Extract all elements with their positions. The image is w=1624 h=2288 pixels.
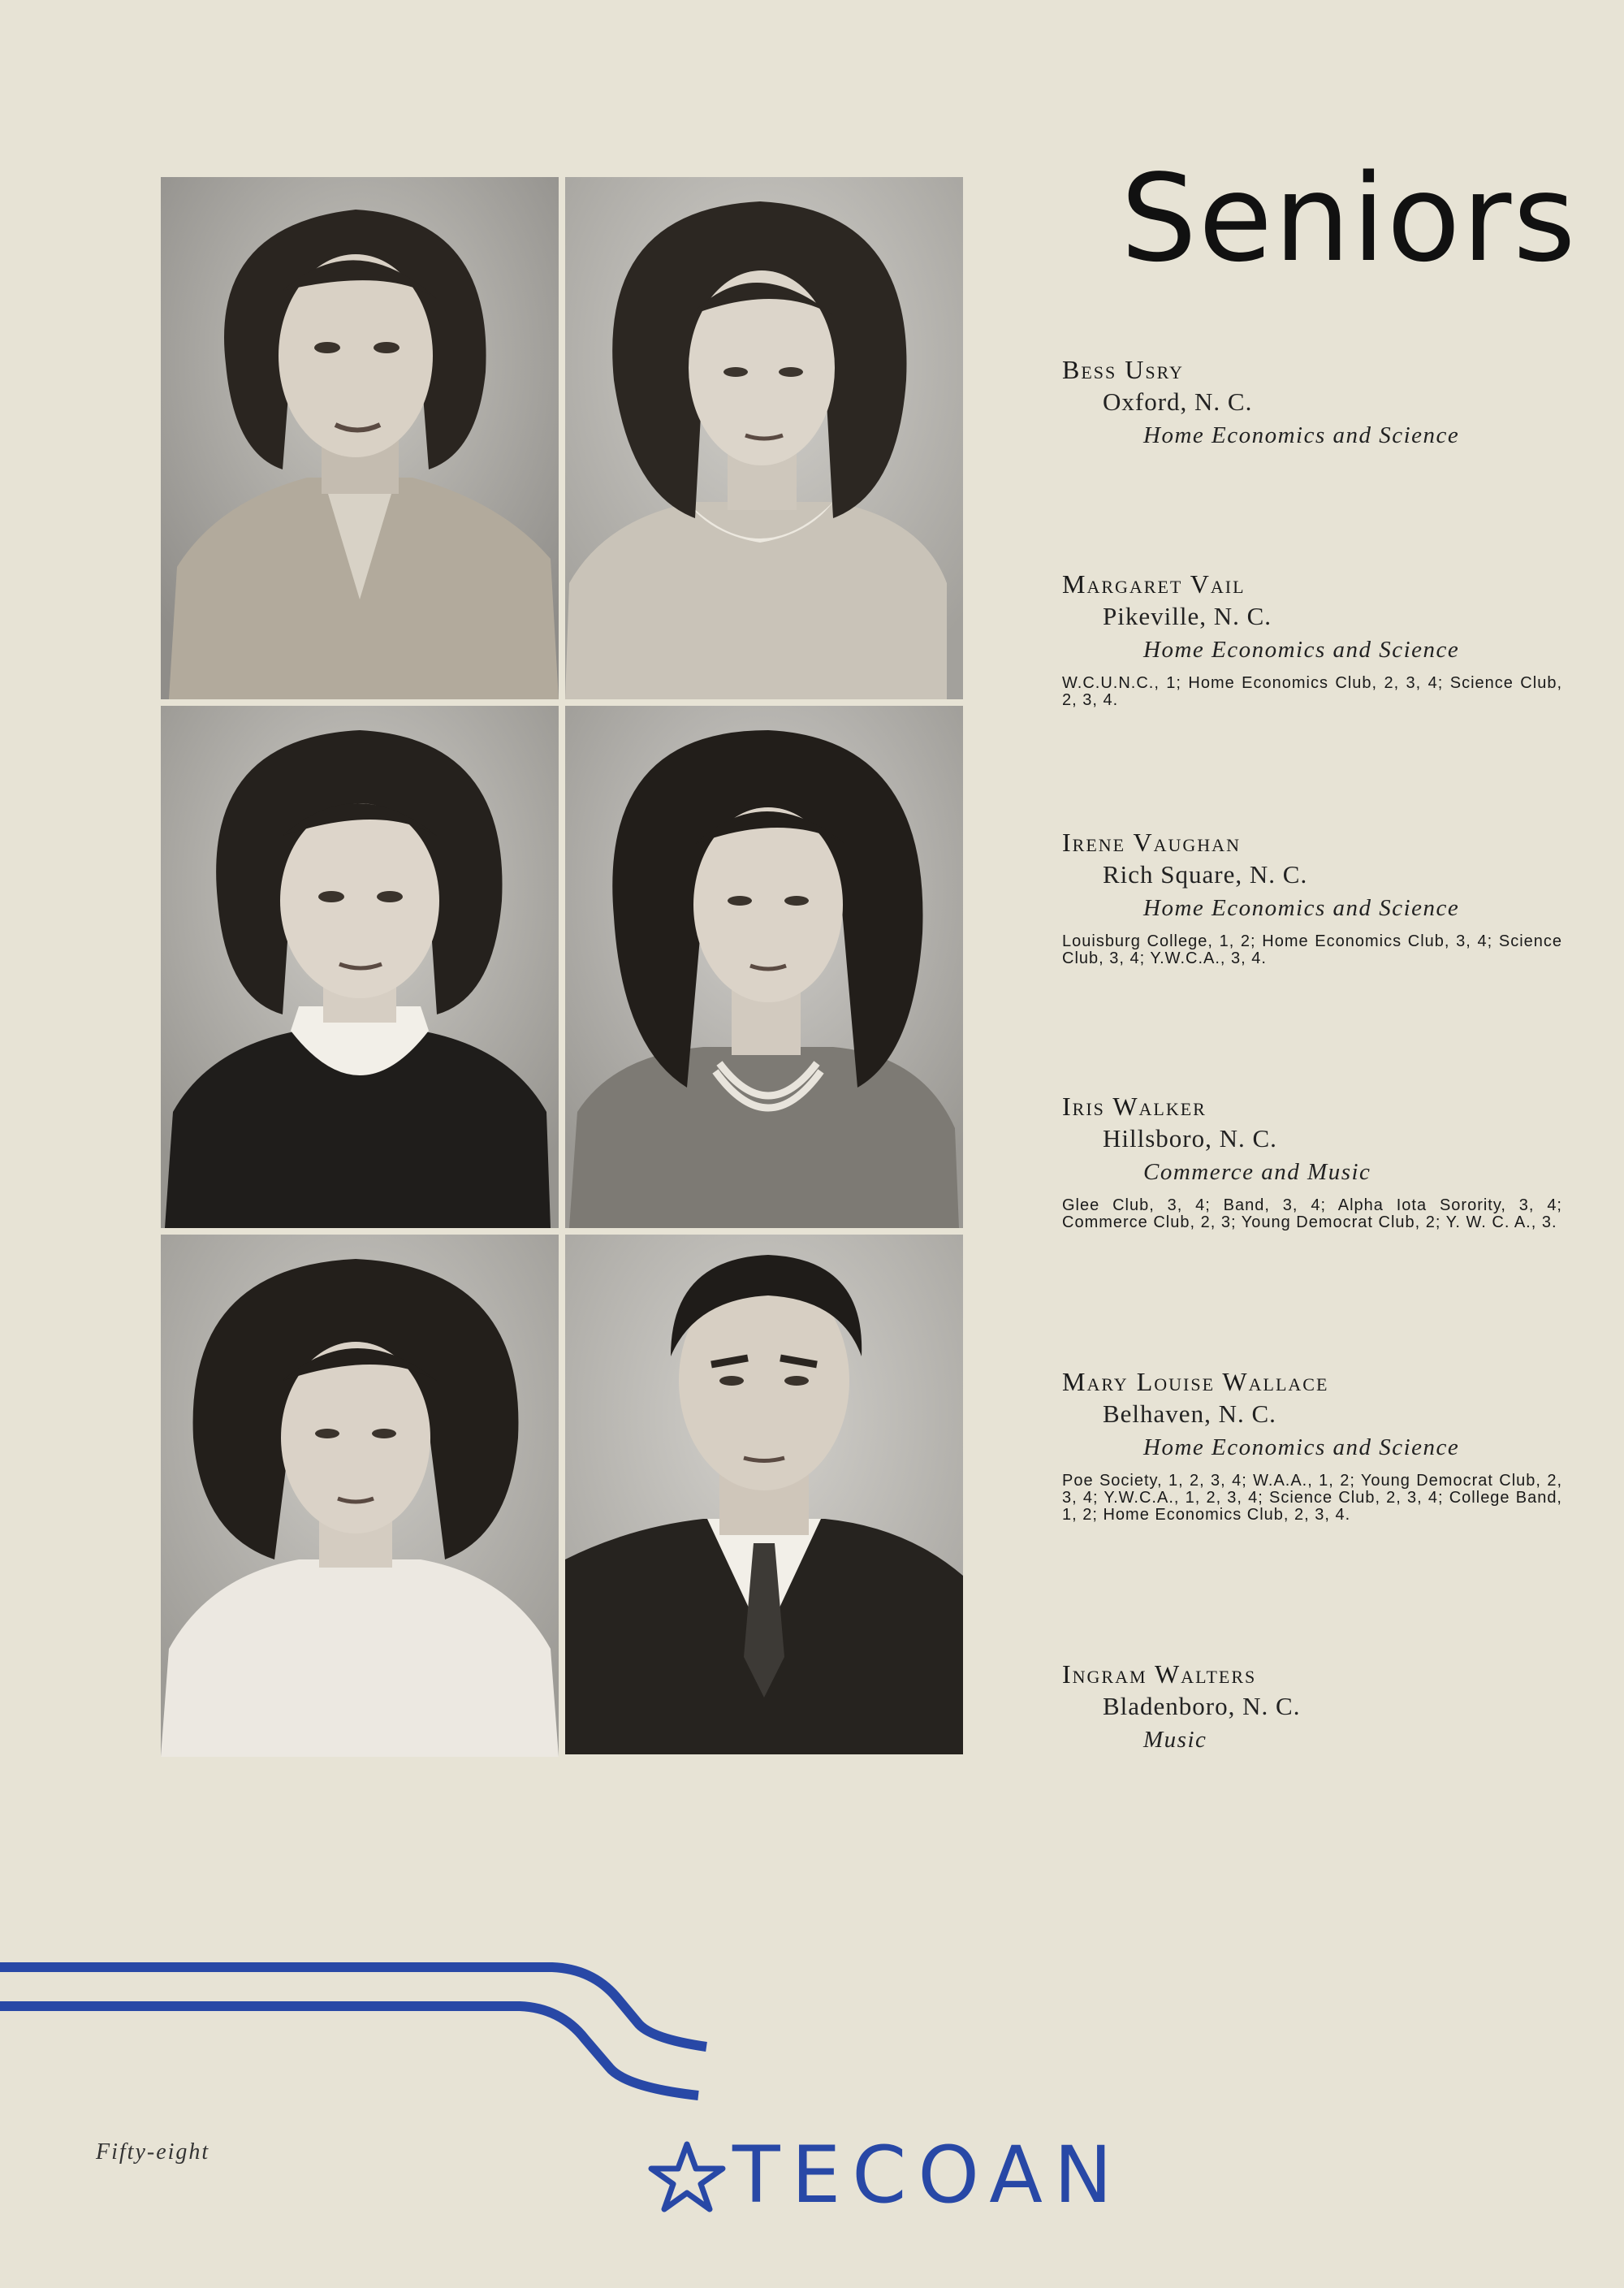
senior-name: Ingram Walters [1062, 1659, 1257, 1689]
portrait-photo [161, 1235, 559, 1757]
senior-entry [1062, 826, 1562, 967]
senior-activities: W.C.U.N.C., 1; Home Economics Club, 2, 3, 4; Science Club, 2, 3, 4. [1062, 674, 1562, 709]
page-number: Fifty-eight [96, 2139, 210, 2165]
senior-entry [1062, 1090, 1562, 1231]
senior-major: Home Economics and Science [1143, 422, 1460, 448]
senior-name: Iris Walker [1062, 1092, 1207, 1121]
page-title: Seniors [1121, 149, 1578, 288]
portrait-photo [161, 706, 559, 1228]
senior-major: Home Economics and Science [1143, 637, 1460, 663]
senior-entry [1062, 1658, 1562, 1757]
senior-hometown: Belhaven, N. C. [1103, 1399, 1276, 1428]
senior-name: Margaret Vail [1062, 569, 1246, 599]
photo-grid [161, 177, 963, 1756]
logo-text: TECOAN [732, 2130, 1124, 2221]
senior-major: Home Economics and Science [1143, 1434, 1460, 1460]
portrait-photo [565, 1235, 963, 1754]
senior-hometown: Rich Square, N. C. [1103, 860, 1308, 889]
senior-activities: Poe Society, 1, 2, 3, 4; W.A.A., 1, 2; Young Democrat Club, 2, 3, 4; Y.W.C.A., 1, 2, 3, 4; Science Club, 2, 3, 4; College Band, 1, 2; Home Economics Club, 2, 3, 4. [1062, 1472, 1562, 1524]
senior-major: Music [1143, 1727, 1207, 1753]
portrait-photo [161, 177, 559, 699]
senior-major: Home Economics and Science [1143, 895, 1460, 921]
senior-activities: Louisburg College, 1, 2; Home Economics Club, 3, 4; Science Club, 3, 4; Y.W.C.A., 3, 4. [1062, 932, 1562, 967]
senior-hometown: Pikeville, N. C. [1103, 602, 1272, 630]
senior-entry [1062, 568, 1562, 709]
senior-major: Commerce and Music [1143, 1159, 1371, 1185]
portrait-photo [565, 706, 963, 1228]
senior-entry [1062, 1365, 1562, 1524]
portrait-photo [565, 177, 963, 699]
senior-name: Mary Louise Wallace [1062, 1367, 1329, 1396]
senior-activities: Glee Club, 3, 4; Band, 3, 4; Alpha Iota Sorority, 3, 4; Commerce Club, 2, 3; Young Democrat Club, 2; Y. W. C. A., 3. [1062, 1196, 1562, 1231]
senior-hometown: Hillsboro, N. C. [1103, 1124, 1277, 1153]
senior-name: Bess Usry [1062, 355, 1184, 384]
star-icon [646, 2139, 728, 2212]
senior-hometown: Oxford, N. C. [1103, 387, 1253, 416]
senior-hometown: Bladenboro, N. C. [1103, 1692, 1301, 1720]
decorative-wave-lines [0, 1949, 731, 2128]
senior-entry [1062, 353, 1562, 452]
senior-name: Irene Vaughan [1062, 828, 1241, 857]
tecoan-logo [646, 2130, 1124, 2221]
